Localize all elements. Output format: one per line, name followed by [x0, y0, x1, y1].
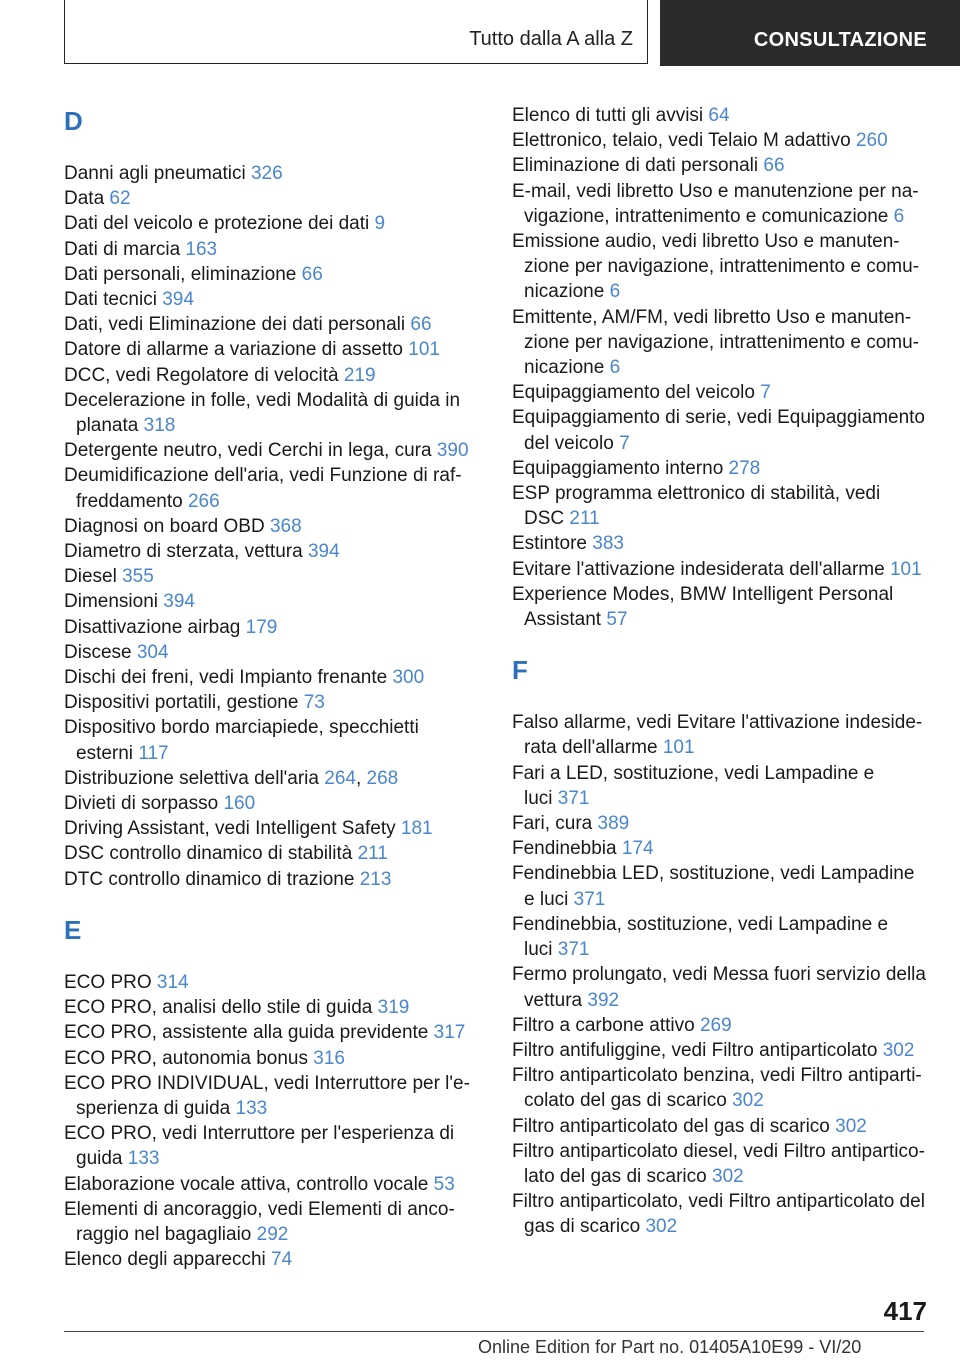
- entry-text: luci: [524, 939, 558, 961]
- page-reference-link[interactable]: 9: [374, 213, 386, 235]
- index-entry: [64, 337, 484, 362]
- entry-text: Fari, cura: [512, 813, 598, 835]
- entry-text: Filtro antiparticolato diesel, vedi Filtro antipartico-: [512, 1140, 925, 1162]
- page-reference-link[interactable]: 371: [557, 939, 590, 961]
- index-entry: [64, 589, 484, 614]
- entry-text: ESP programma elettronico di stabilità, vedi: [512, 483, 881, 505]
- entry-text: Disattivazione airbag: [64, 616, 246, 638]
- page-reference-link[interactable]: 101: [889, 558, 922, 580]
- page-reference-link[interactable]: 371: [557, 787, 590, 809]
- entry-text: freddamento: [76, 490, 188, 512]
- page-reference-link[interactable]: 394: [162, 289, 194, 311]
- footer-divider: [64, 1331, 924, 1332]
- page-number: 417: [883, 1296, 927, 1326]
- page-reference-link[interactable]: 304: [136, 641, 169, 663]
- page-reference-link[interactable]: 300: [392, 667, 425, 689]
- page-reference-link[interactable]: 179: [245, 616, 278, 638]
- entry-text: ECO PRO, assistente alla guida previdente: [64, 1022, 434, 1044]
- page-reference-link[interactable]: 64: [708, 105, 730, 126]
- page-reference-link[interactable]: 266: [187, 490, 220, 512]
- index-entry: [64, 615, 484, 640]
- index-entry: [512, 861, 932, 911]
- page-reference-link[interactable]: 269: [699, 1014, 732, 1036]
- entry-text: Equipaggiamento di serie, vedi Equipaggiamento: [512, 407, 925, 429]
- entry-text: Divieti di sorpasso: [64, 793, 224, 815]
- entry-text: Estintore: [512, 533, 593, 555]
- index-entry: [64, 262, 484, 287]
- index-entry: [512, 1038, 932, 1063]
- page-reference-link[interactable]: 355: [122, 566, 154, 588]
- entry-text: Deumidificazione dell'aria, vedi Funzione di raf-: [64, 465, 462, 487]
- page-reference-link[interactable]: 160: [223, 793, 256, 815]
- entry-text: Experience Modes, BMW Intelligent Personal: [512, 583, 894, 605]
- entry-text: Distribuzione selettiva dell'aria: [64, 767, 325, 789]
- entry-text: Decelerazione in folle, vedi Modalità di guida in: [64, 389, 461, 411]
- index-entry: [64, 1046, 484, 1071]
- page-reference-link[interactable]: 394: [307, 541, 340, 563]
- index-entry: [512, 380, 932, 405]
- page-reference-link[interactable]: 302: [835, 1115, 867, 1137]
- entry-text: Diesel: [64, 566, 123, 588]
- chapter-title: CONSULTAZIONE: [753, 29, 927, 51]
- index-entry: [512, 1139, 932, 1189]
- entry-text: planata: [76, 415, 144, 437]
- entry-text: zione per navigazione, intrattenimento e comu-: [524, 331, 920, 353]
- entry-text: Dischi dei freni, vedi Impianto frenante: [64, 667, 393, 689]
- page-reference-link[interactable]: 66: [301, 263, 323, 285]
- page-reference-link[interactable]: 326: [250, 163, 283, 184]
- page-reference-link[interactable]: 66: [410, 314, 432, 336]
- index-entry: [64, 690, 484, 715]
- page-reference-link[interactable]: 101: [662, 737, 695, 759]
- index-entry: [512, 305, 932, 381]
- page-reference-link[interactable]: 302: [732, 1090, 764, 1112]
- entry-text: Fendinebbia: [512, 838, 622, 860]
- entry-text: DCC, vedi Regolatore di velocità: [64, 364, 344, 386]
- page-reference-link[interactable]: 211: [357, 843, 388, 865]
- index-entry: [512, 153, 932, 178]
- page-reference-link[interactable]: 260: [855, 130, 888, 152]
- entry-text: Fari a LED, sostituzione, vedi Lampadine e: [512, 762, 875, 784]
- entry-text: Assistant: [524, 609, 607, 631]
- index-entry: [512, 1114, 932, 1139]
- page-reference-link[interactable]: 53: [433, 1173, 455, 1195]
- index-entry: [64, 995, 484, 1020]
- index-entry: [64, 867, 484, 892]
- entry-text: Elementi di ancoraggio, vedi Elementi di anco-: [64, 1198, 455, 1220]
- entry-text: e luci: [524, 888, 574, 910]
- page-reference-link[interactable]: 73: [303, 692, 325, 714]
- index-entry: [64, 564, 484, 589]
- page-reference-link[interactable]: 319: [377, 997, 410, 1019]
- page-reference-link[interactable]: 62: [109, 188, 131, 210]
- index-column-right: [512, 103, 932, 1240]
- entry-text: ECO PRO INDIVIDUAL, vedi Interruttore per l'e-: [64, 1072, 470, 1094]
- entry-text: rata dell'allarme: [524, 737, 663, 759]
- page-reference-link[interactable]: 133: [235, 1097, 268, 1119]
- index-entry: [64, 287, 484, 312]
- entry-text: luci: [524, 787, 558, 809]
- page-header: [0, 0, 960, 66]
- index-entry: [512, 481, 932, 531]
- index-entry: [64, 1172, 484, 1197]
- page-reference-link[interactable]: 6: [609, 281, 621, 303]
- index-entry: [64, 1121, 484, 1171]
- header-chapter-tab: [660, 0, 960, 66]
- entry-text: nicazione: [524, 357, 610, 379]
- entry-text: Dati di marcia: [64, 238, 186, 260]
- page-reference-link[interactable]: 174: [621, 838, 654, 860]
- index-entry: [64, 665, 484, 690]
- index-entry: [512, 1013, 932, 1038]
- page-reference-link[interactable]: 278: [728, 457, 761, 479]
- entry-text: Filtro antiparticolato del gas di scarico: [512, 1115, 836, 1137]
- page-reference-link[interactable]: 394: [163, 591, 195, 613]
- page-reference-link[interactable]: 101: [408, 339, 440, 361]
- index-entry: [64, 363, 484, 388]
- index-entry: [64, 816, 484, 841]
- entry-text: ECO PRO, autonomia bonus: [64, 1047, 314, 1069]
- page-reference-link[interactable]: 392: [587, 989, 620, 1011]
- entry-text: gas di scarico: [524, 1216, 646, 1238]
- page-reference-link[interactable]: 302: [645, 1216, 678, 1238]
- page-reference-link[interactable]: 302: [712, 1165, 744, 1187]
- entry-text: Dati, vedi Eliminazione dei dati personali: [64, 314, 411, 336]
- index-entry: [64, 841, 484, 866]
- index-entry: [512, 710, 932, 760]
- entry-text: Dispositivo bordo marciapiede, specchietti: [64, 717, 419, 739]
- index-entry: [512, 912, 932, 962]
- entry-text: ECO PRO, analisi dello stile di guida: [64, 997, 378, 1019]
- index-entry: [512, 405, 932, 455]
- index-entry: [64, 1071, 484, 1121]
- entry-text: DSC controllo dinamico di stabilità: [64, 843, 358, 865]
- entry-text: Elettronico, telaio, vedi Telaio M adattivo: [512, 130, 856, 152]
- index-entry: [512, 103, 932, 128]
- index-column-left: [64, 103, 484, 1272]
- entry-text: Elenco degli apparecchi: [64, 1249, 272, 1271]
- entry-text: Dimensioni: [64, 591, 164, 613]
- entry-text: DTC controllo dinamico di trazione: [64, 868, 360, 890]
- entry-text: Detergente neutro, vedi Cerchi in lega, cura: [64, 440, 437, 462]
- entry-text: Driving Assistant, vedi Intelligent Safety: [64, 818, 401, 840]
- index-entry: [64, 539, 484, 564]
- entry-text: Fermo prolungato, vedi Messa fuori servizio della: [512, 964, 926, 986]
- page-reference-link[interactable]: 57: [606, 609, 628, 631]
- index-letter-heading: E: [64, 914, 82, 945]
- index-entry: [512, 456, 932, 481]
- index-entry: [512, 811, 932, 836]
- index-entry: [64, 1020, 484, 1045]
- index-letter-heading: D: [64, 106, 83, 136]
- entry-text: vettura: [524, 989, 588, 1011]
- index-entry: [64, 1197, 484, 1247]
- entry-text: DSC: [524, 508, 570, 530]
- entry-text: Diagnosi on board OBD: [64, 515, 270, 537]
- entry-text: Dispositivi portatili, gestione: [64, 692, 304, 714]
- entry-text: nicazione: [524, 281, 610, 303]
- entry-text: Dati del veicolo e protezione dei dati: [64, 213, 375, 235]
- index-entry: [512, 1189, 932, 1239]
- index-entry: [64, 438, 484, 463]
- entry-text: esterni: [76, 742, 139, 764]
- entry-text: Discese: [64, 641, 137, 663]
- page-reference-link[interactable]: 389: [597, 813, 630, 835]
- index-entry: [64, 715, 484, 765]
- index-entry: [512, 836, 932, 861]
- page-reference-link[interactable]: 268: [366, 767, 399, 789]
- page-reference-link[interactable]: 383: [592, 533, 624, 555]
- index-entry: [64, 463, 484, 513]
- entry-text: Datore di allarme a variazione di assetto: [64, 339, 409, 361]
- entry-text: Elenco di tutti gli avvisi: [512, 105, 709, 126]
- entry-text: lato del gas di scarico: [524, 1165, 712, 1187]
- index-entry: [512, 582, 932, 632]
- page-reference-link[interactable]: 317: [433, 1022, 466, 1044]
- entry-text: Eliminazione di dati personali: [512, 155, 764, 177]
- index-entry: [512, 229, 932, 305]
- index-entry: [512, 128, 932, 153]
- entry-text: raggio nel bagagliaio: [76, 1223, 257, 1245]
- page-reference-link[interactable]: 371: [573, 888, 606, 910]
- entry-text: Evitare l'attivazione indesiderata dell'allarme: [512, 558, 890, 580]
- entry-text: Falso allarme, vedi Evitare l'attivazione indeside-: [512, 712, 923, 734]
- entry-text: Equipaggiamento del veicolo: [512, 382, 761, 404]
- page-reference-link[interactable]: 7: [760, 382, 771, 404]
- page-reference-link[interactable]: 74: [271, 1249, 293, 1271]
- page-reference-link[interactable]: 219: [343, 364, 376, 386]
- index-entry: [512, 531, 932, 556]
- header-section-box: [64, 0, 648, 64]
- entry-text: Dati tecnici: [64, 289, 163, 311]
- entry-text: E-mail, vedi libretto Uso e manutenzione per na-: [512, 180, 919, 202]
- index-entry: [64, 388, 484, 438]
- page-reference-link[interactable]: 302: [882, 1039, 915, 1061]
- index-entry: [64, 186, 484, 211]
- page-reference-link[interactable]: 133: [127, 1148, 160, 1170]
- entry-text: Diametro di sterzata, vettura: [64, 541, 308, 563]
- entry-text: Data: [64, 188, 110, 210]
- entry-text: Elaborazione vocale attiva, controllo vocale: [64, 1173, 434, 1195]
- entry-text: zione per navigazione, intrattenimento e comu-: [524, 256, 920, 278]
- entry-text: sperienza di guida: [76, 1097, 236, 1119]
- index-entry: [512, 761, 932, 811]
- entry-text: Equipaggiamento interno: [512, 457, 729, 479]
- entry-text: Dati personali, eliminazione: [64, 263, 302, 285]
- page-reference-link[interactable]: 292: [256, 1223, 289, 1245]
- entry-text: Fendinebbia, sostituzione, vedi Lampadine e: [512, 913, 889, 935]
- page-reference-link[interactable]: 316: [313, 1047, 345, 1069]
- index-letter-heading: F: [512, 655, 528, 686]
- page-reference-link[interactable]: 390: [436, 440, 469, 462]
- section-title: Tutto dalla A alla Z: [469, 28, 633, 50]
- page-reference-link[interactable]: 117: [138, 742, 169, 764]
- entry-text: Emittente, AM/FM, vedi libretto Uso e manuten-: [512, 306, 912, 328]
- index-entry: [64, 640, 484, 665]
- page-reference-link[interactable]: 181: [400, 818, 433, 840]
- entry-text: vigazione, intrattenimento e comunicazione: [524, 205, 894, 227]
- entry-text: ECO PRO, vedi Interruttore per l'esperienza di: [64, 1123, 455, 1145]
- entry-text: ECO PRO: [64, 971, 157, 993]
- entry-text: Danni agli pneumatici: [64, 163, 251, 184]
- entry-text: guida: [76, 1148, 128, 1170]
- entry-text: del veicolo: [524, 432, 620, 454]
- index-entry: [64, 237, 484, 262]
- index-entry: Distribuzione selettiva dell'aria 264, 268: [64, 767, 399, 789]
- page-reference-link[interactable]: 264: [324, 767, 356, 789]
- index-entry: [64, 312, 484, 337]
- index-entry: [64, 970, 484, 995]
- page-reference-link[interactable]: 163: [185, 238, 218, 260]
- index-entry: [64, 211, 484, 236]
- page-reference-link[interactable]: 211: [569, 508, 600, 530]
- page-reference-link[interactable]: 368: [269, 515, 302, 537]
- index-entry: [64, 1247, 484, 1272]
- index-entry: [512, 179, 932, 229]
- page-reference-link[interactable]: 66: [763, 155, 785, 177]
- page-reference-link[interactable]: 318: [143, 415, 176, 437]
- page-reference-link[interactable]: 6: [893, 205, 905, 227]
- index-entry: [64, 161, 484, 186]
- index-entry: [512, 557, 932, 582]
- entry-text: Filtro antiparticolato benzina, vedi Filtro antiparti-: [512, 1065, 922, 1087]
- entry-text: Emissione audio, vedi libretto Uso e manuten-: [512, 231, 900, 253]
- index-entry: [64, 791, 484, 816]
- entry-text: Filtro a carbone attivo: [512, 1014, 700, 1036]
- index-entry: [64, 514, 484, 539]
- page-reference-link[interactable]: 6: [609, 357, 621, 379]
- page-reference-link[interactable]: 213: [359, 868, 392, 890]
- entry-text: Filtro antifuliggine, vedi Filtro antiparticolato: [512, 1039, 883, 1061]
- entry-text: Filtro antiparticolato, vedi Filtro antiparticolato del: [512, 1191, 925, 1213]
- index-entry: [512, 1063, 932, 1113]
- entry-text: colato del gas di scarico: [524, 1090, 733, 1112]
- index-entry: [512, 962, 932, 1012]
- page-reference-link[interactable]: 7: [619, 432, 630, 454]
- entry-text: Fendinebbia LED, sostituzione, vedi Lampadine: [512, 863, 915, 885]
- page-reference-link[interactable]: 314: [156, 971, 189, 993]
- footer-edition: Online Edition for Part no. 01405A10E99 - VI/20: [478, 1337, 862, 1357]
